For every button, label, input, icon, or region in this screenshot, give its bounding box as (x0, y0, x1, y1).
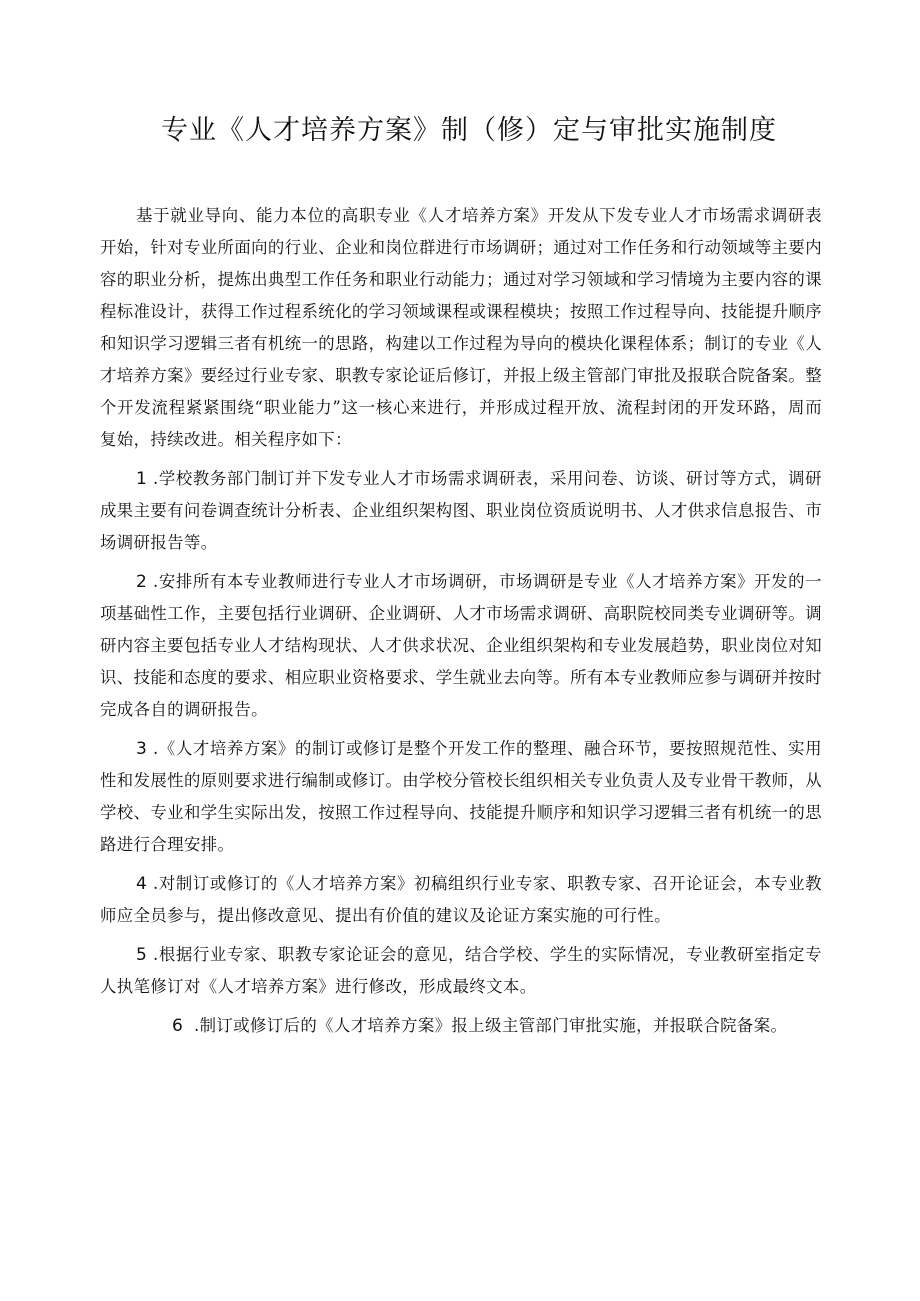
item-text: .安排所有本专业教师进行专业人才市场调研，市场调研是专业《人才培养方案》开发的一项基础性工作，主要包括行业调研、企业调研、人才市场需求调研、高职院校同类专业调研等。调研内容主要包括专业人才结构现状、人才供求状况、企业组织架构和专业发展趋势，职业岗位对知识、技能和态度的要求、相应职业资格要求、学生就业去向等。所有本专业教师应参与调研并按时完成各自的调研报告。 (100, 572, 822, 719)
item-number: 5 (136, 945, 148, 965)
intro-paragraph: 基于就业导向、能力本位的高职专业《人才培养方案》开发从下发专业人才市场需求调研表开始，针对专业所面向的行业、企业和岗位群进行市场调研；通过对工作任务和行动领域等主要内容的职业分析，提炼出典型工作任务和职业行动能力；通过对学习领域和学习情境为主要内容的课程标准设计，获得工作过程系统化的学习领域课程或课程模块；按照工作过程导向、技能提升顺序和知识学习逻辑三者有机统一的思路，构建以工作过程为导向的模块化课程体系；制订的专业《人才培养方案》要经过行业专家、职教专家论证后修订，并报上级主管部门审批及报联合院备案。整个开发流程紧紧围绕“职业能力”这一核心来进行，并形成过程开放、流程封闭的开发环路，周而复始，持续改进。相关程序如下： (100, 206, 822, 449)
list-item-6 (100, 1010, 822, 1042)
list-item-3 (100, 733, 822, 861)
item-text: .根据行业专家、职教专家论证会的意见，结合学校、学生的实际情况，专业教研室指定专人执笔修订对《人才培养方案》进行修改，形成最终文本。 (100, 945, 822, 996)
item-text: .学校教务部门制订并下发专业人才市场需求调研表，采用问卷、访谈、研讨等方式，调研成果主要有问卷调查统计分析表、企业组织架构图、职业岗位资质说明书、人才供求信息报告、市场调研报告等。 (100, 469, 822, 552)
item-number: 4 (136, 874, 148, 894)
item-number: 3 (136, 739, 148, 759)
item-text: .对制订或修订的《人才培养方案》初稿组织行业专家、职教专家、召开论证会，本专业教师应全员参与，提出修改意见、提出有价值的建议及论证方案实施的可行性。 (100, 874, 822, 925)
item-number: 2 (136, 572, 148, 592)
document-title: 专业《人才培养方案》制（修）定与审批实施制度 (161, 115, 777, 146)
item-number: 1 (136, 469, 148, 489)
list-item-4 (100, 868, 822, 932)
item-text: .《人才培养方案》的制订或修订是整个开发工作的整理、融合环节，要按照规范性、实用性和发展性的原则要求进行编制或修订。由学校分管校长组织相关专业负责人及专业骨干教师，从学校、专业和学生实际出发，按照工作过程导向、技能提升顺序和知识学习逻辑三者有机统一的思路进行合理安排。 (100, 739, 822, 854)
list-item-2 (100, 566, 822, 726)
item-number: 6 (172, 1016, 184, 1036)
list-item-5 (100, 939, 822, 1003)
document-body (100, 200, 822, 1046)
list-item-1 (100, 463, 822, 559)
item-text: .制订或修订后的《人才培养方案》报上级主管部门审批实施，并报联合院备案。 (194, 1016, 788, 1035)
